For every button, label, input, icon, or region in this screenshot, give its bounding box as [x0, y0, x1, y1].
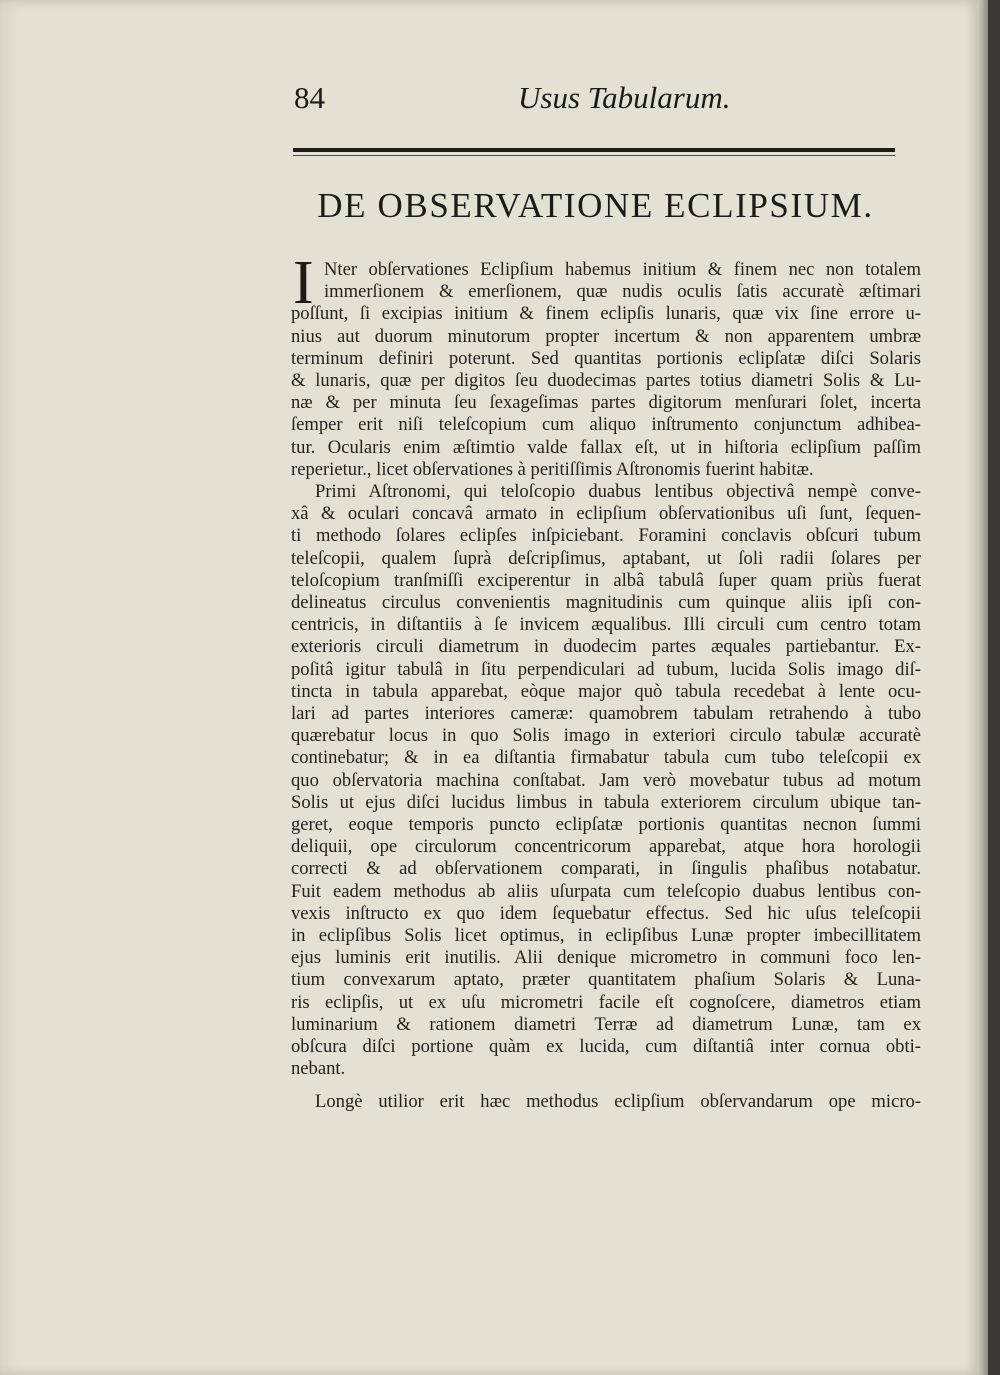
text-line: quo obſervatoria machina conſtabat. Jam verò movebatur tubus ad motum: [291, 769, 921, 791]
page-number: 84: [294, 80, 325, 115]
header-rule-thin: [293, 155, 895, 156]
header-rule: [293, 148, 895, 152]
text-line: lari ad partes interiores cameræ: quamobrem tabulam retrahendo à tubo: [291, 703, 921, 724]
text-line: ſemper erit niſi teleſcopium cum aliquo inſtrumento conjunctum adhibea-: [291, 414, 921, 436]
text-line: teloſcopium tranſmiſſi exciperentur in albâ tabulâ ſuper quam priùs fuerat: [291, 569, 921, 591]
text-line: teleſcopii, qualem ſuprà deſcripſimus, aptabant, ut ſoli radii ſolares per: [291, 547, 921, 569]
text-line: poſſunt, ſi excipias initium & finem eclipſis lunaris, quæ vix ſine errore u-: [291, 303, 921, 325]
text-line: Nter obſervationes Eclipſium habemus initium & finem nec non totalem: [324, 259, 921, 280]
text-line: deliquii, ope circulorum concentricorum apparebat, atque hora horologii: [291, 836, 921, 858]
text-line: luminarium & rationem diametri Terræ ad diametrum Lunæ, tam ex: [291, 1013, 921, 1035]
text-line: correcti & ad obſervationem comparati, in ſingulis phaſibus notabatur.: [291, 858, 921, 880]
text-line: tur. Ocularis enim æſtimtio valde fallax eſt, ut in hiſtoria eclipſium paſſim: [291, 436, 921, 458]
running-head: [294, 80, 894, 130]
text-line: terminum definiri poterunt. Sed quantitas portionis eclipſatæ diſci Solaris: [291, 347, 921, 369]
text-line: ejus luminis erit inutilis. Alii denique micrometro in communi foco len-: [291, 947, 921, 969]
page-edge: [978, 0, 988, 1375]
text-line: vexis inſtructo ex quo idem ſequebatur effectus. Sed hic uſus teleſcopii: [291, 902, 921, 924]
text-line: immerſionem & emerſionem, quæ nudis oculis ſatis accuratè æſtimari: [324, 281, 921, 303]
text-line: delineatus circulus convenientis magnitudinis cum quinque aliis ipſi con-: [291, 592, 921, 613]
text-line: continebatur; & in ea diſtantia firmabatur tabula cum tubo teleſcopii ex: [291, 747, 921, 769]
text-line: næ & per minuta ſeu ſexageſimas partes digitorum menſurari ſolet, incerta: [291, 392, 921, 414]
text-line: Fuit eadem methodus ab aliis uſurpata cum teleſcopio duabus lentibus con-: [291, 880, 921, 902]
text-line: exterioris circuli diametrum in duodecim partes æquales partiebantur. Ex-: [291, 636, 921, 658]
chapter-title: DE OBSERVATIONE ECLIPSIUM.: [317, 186, 874, 225]
text-line: poſitâ igitur tabulâ in ſitu perpendiculari ad tubum, lucida Solis imago diſ-: [291, 658, 921, 680]
text-line: reperietur., licet obſervationes à peritiſſimis Aſtronomis fuerint habitæ.: [291, 458, 814, 480]
text-line: nebant.: [291, 1058, 346, 1080]
text-line: geret, eoque temporis puncto eclipſatæ portionis quantitas necnon ſummi: [291, 814, 921, 835]
text-line: Longè utilior erit hæc methodus eclipſium obſervandarum ope micro-: [315, 1091, 921, 1112]
text-line: obſcura diſci portione quàm ex lucida, cum diſtantiâ inter cornua obti-: [291, 1036, 921, 1057]
drop-capital: I: [293, 249, 314, 317]
text-line: in eclipſibus Solis licet optimus, in eclipſibus Lunæ propter imbecillitatem: [291, 925, 921, 946]
text-line: Solis ut ejus diſci lucidus limbus in tabula exteriorem circulum ubique tan-: [291, 791, 921, 813]
text-line: ris eclipſis, ut ex uſu micrometri facile eſt cognoſcere, diametros etiam: [291, 991, 921, 1013]
text-line: Primi Aſtronomi, qui teloſcopio duabus lentibus objectivâ nempè conve-: [315, 481, 921, 502]
text-line: tium convexarum aptato, præter quantitatem phaſium Solaris & Luna-: [291, 969, 921, 991]
text-line: nius aut duorum minutorum propter incertum & non apparentem umbræ: [291, 325, 921, 347]
running-title: Usus Tabularum.: [518, 80, 731, 115]
text-line: ti methodo ſolares eclipſes inſpiciebant. Foramini conclavis obſcuri tubum: [291, 525, 921, 547]
text-line: xâ & oculari concavâ armato in eclipſium obſervationibus uſi ſunt, ſequen-: [291, 503, 921, 525]
text-line: centricis, in diſtantiis à ſe invicem æqualibus. Illi circuli cum centro totam: [291, 614, 921, 636]
text-line: & lunaris, quæ per digitos ſeu duodecimas partes totius diametri Solis & Lu-: [291, 370, 921, 391]
text-line: quærebatur locus in quo Solis imago in exteriori circulo tabulæ accuratè: [291, 725, 921, 747]
text-line: tincta in tabula apparebat, eòque major quò tabula recedebat à lente ocu-: [291, 680, 921, 702]
